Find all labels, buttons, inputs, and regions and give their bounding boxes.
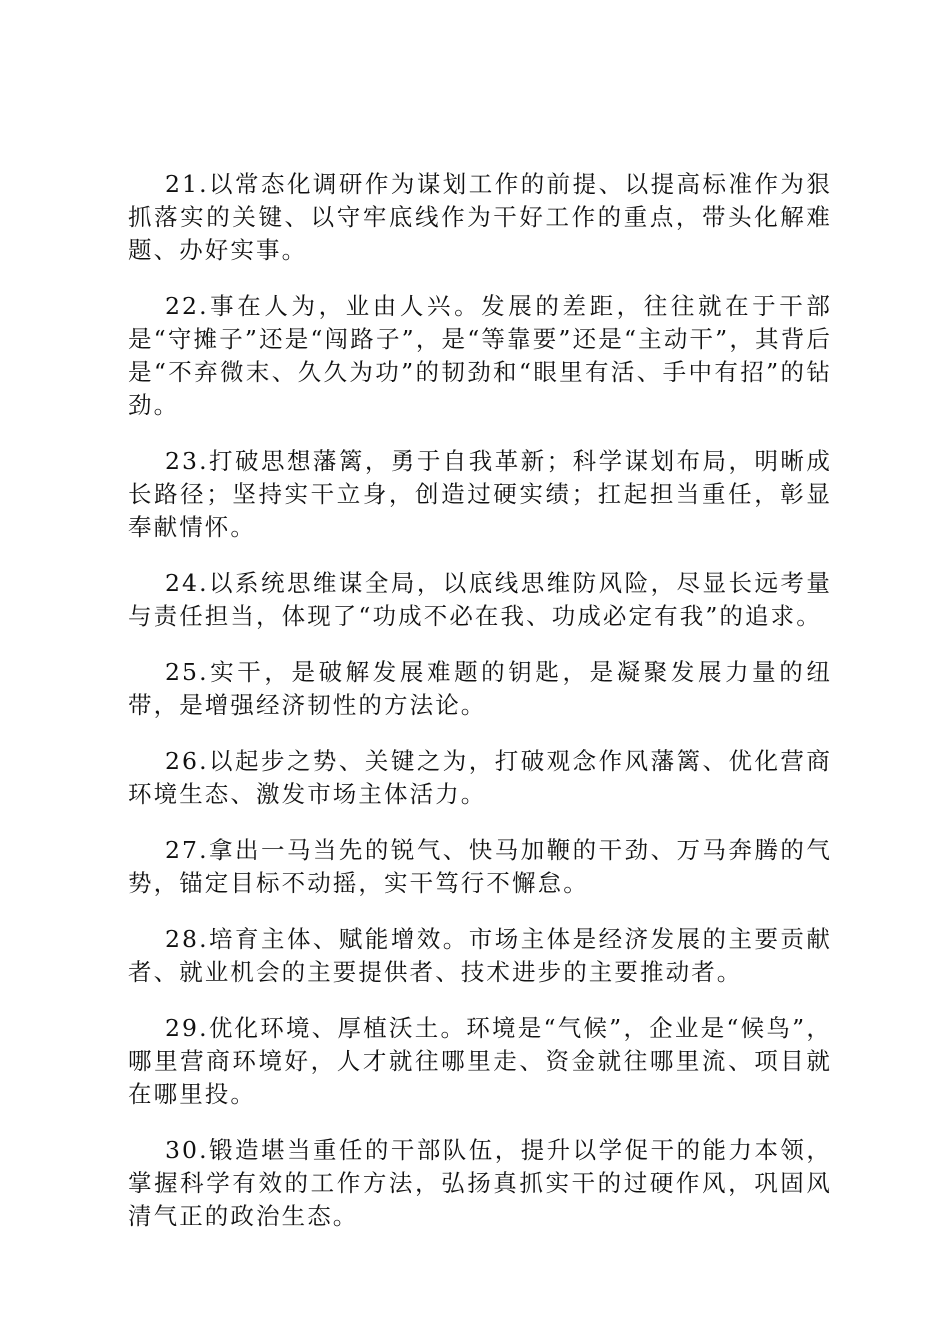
paragraph-24: 24.以系统思维谋全局，以底线思维防风险，尽显长远考量与责任担当，体现了“功成不必在我、功成必定有我”的追求。 [128,569,832,630]
paragraph-28: 28.培育主体、赋能增效。市场主体是经济发展的主要贡献者、就业机会的主要提供者、技术进步的主要推动者。 [128,925,832,986]
paragraph-26: 26.以起步之势、关键之为，打破观念作风藩篱、优化营商环境生态、激发市场主体活力。 [128,747,832,808]
paragraph-25: 25.实干，是破解发展难题的钥匙，是凝聚发展力量的纽带，是增强经济韧性的方法论。 [128,658,832,719]
document-body [128,168,832,1256]
paragraph-21: 21.以常态化调研作为谋划工作的前提、以提高标准作为狠抓落实的关键、以守牢底线作为干好工作的重点，带头化解难题、办好实事。 [128,170,832,264]
paragraph-22: 22.事在人为，业由人兴。发展的差距，往往就在于干部是“守摊子”还是“闯路子”，是“等靠要”还是“主动干”，其背后是“不弃微末、久久为功”的韧劲和“眼里有活、手中有招”的钻劲。 [128,292,832,419]
paragraph-29: 29.优化环境、厚植沃土。环境是“气候”，企业是“候鸟”，哪里营商环境好，人才就往哪里走、资金就往哪里流、项目就在哪里投。 [128,1014,832,1108]
paragraph-30: 30.锻造堪当重任的干部队伍，提升以学促干的能力本领，掌握科学有效的工作方法，弘扬真抓实干的过硬作风，巩固风清气正的政治生态。 [128,1136,832,1230]
paragraph-27: 27.拿出一马当先的锐气、快马加鞭的干劲、万马奔腾的气势，锚定目标不动摇，实干笃行不懈怠。 [128,836,832,897]
paragraph-23: 23.打破思想藩篱，勇于自我革新；科学谋划布局，明晰成长路径；坚持实干立身，创造过硬实绩；扛起担当重任，彰显奉献情怀。 [128,447,832,541]
